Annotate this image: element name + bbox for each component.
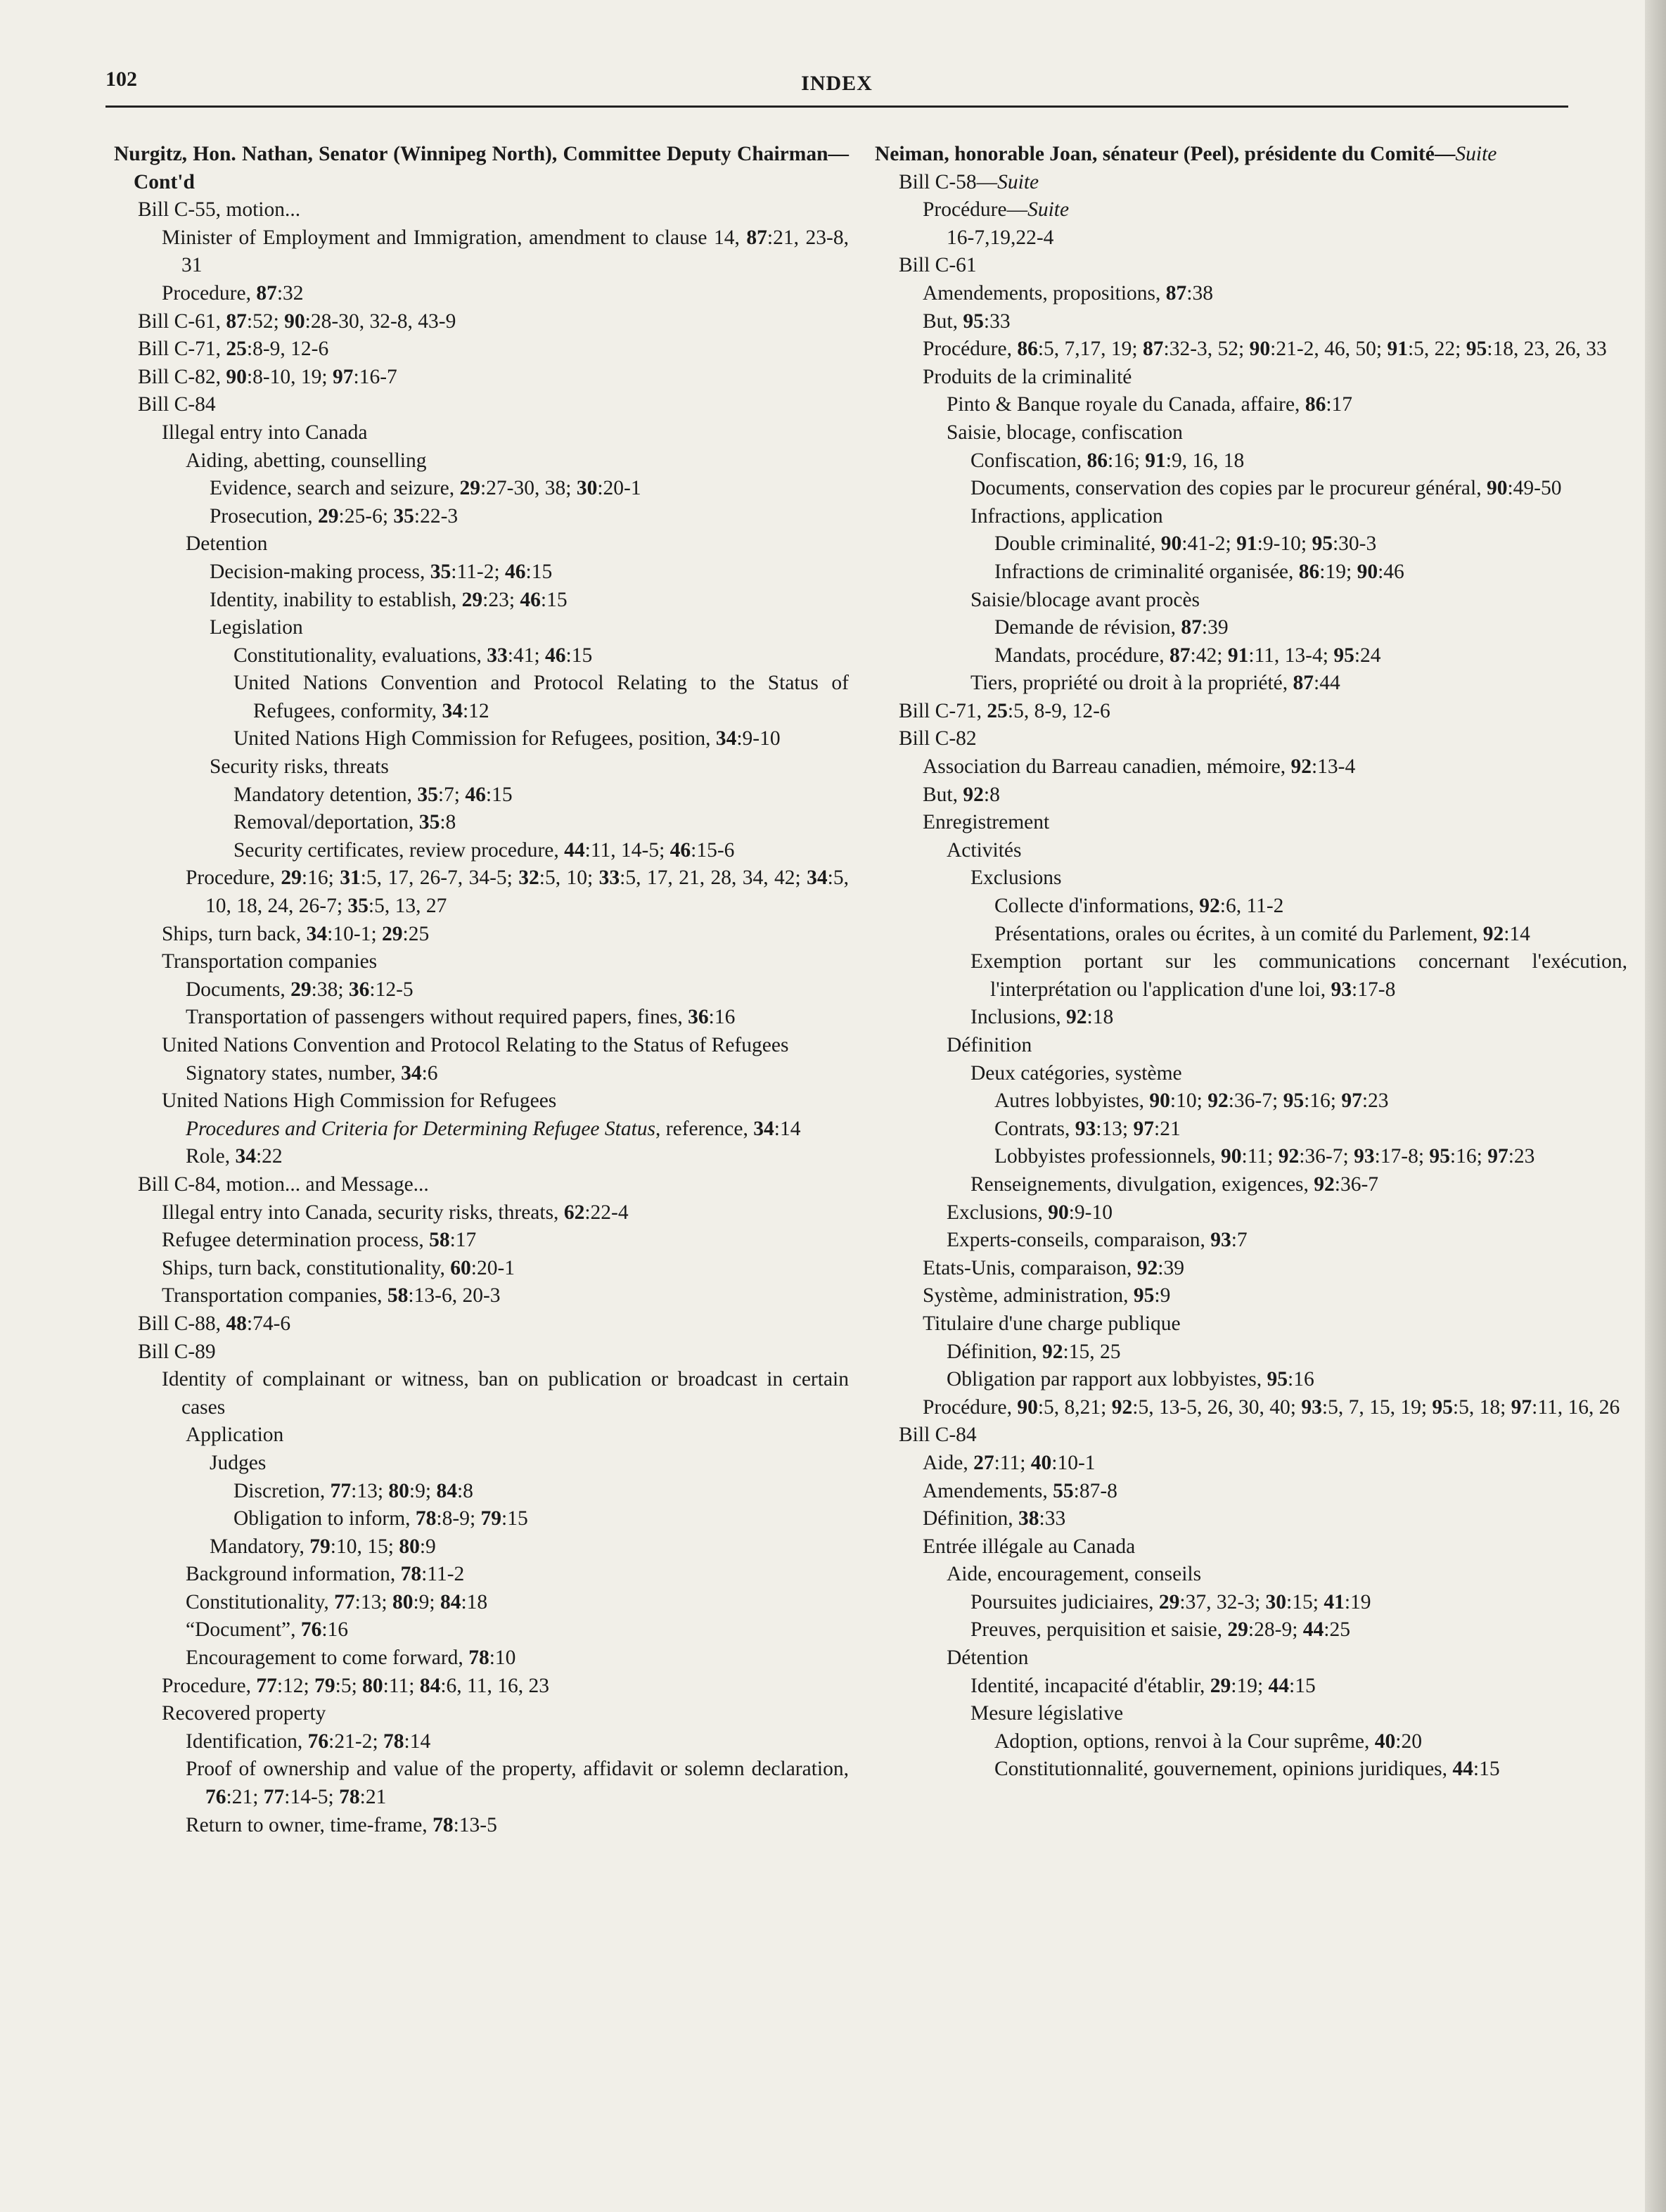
index-entry: Pinto & Banque royale du Canada, affaire, 86:17 (947, 393, 1353, 416)
index-entry: Lobbyistes professionnels, 90:11; 92:36-7; 93:17-8; 95:16; 97:23 (994, 1145, 1535, 1168)
index-entry: Mandats, procédure, 87:42; 91:11, 13-4; 95:24 (994, 644, 1381, 667)
index-entry: Exclusions, 90:9-10 (947, 1201, 1113, 1224)
index-entry: Obligation to inform, 78:8-9; 79:15 (233, 1507, 528, 1530)
index-entry: Transportation of passengers without required papers, fines, 36:16 (186, 1006, 736, 1029)
index-entry: United Nations Convention and Protocol Relating to the Status of Refugees, conformity, 34:12 (233, 672, 849, 722)
index-entry: Identity, inability to establish, 29:23; 46:15 (210, 588, 568, 611)
index-entry: Bill C-84 (138, 393, 216, 416)
continued-label: Suite (1455, 143, 1497, 165)
index-entry: Exemption portant sur les communications concernant l'exécution, l'interprétation ou l'application d'une loi, 93:17-8 (970, 950, 1627, 1001)
index-entry: Activités (947, 838, 1022, 862)
index-heading: Nurgitz, Hon. Nathan, Senator (Winnipeg North), Committee Deputy Chairman—Cont'd (114, 143, 849, 193)
index-entry: Adoption, options, renvoi à la Cour suprême, 40:20 (994, 1730, 1422, 1753)
index-entry: Ships, turn back, 34:10-1; 29:25 (162, 922, 430, 945)
index-entry: Procedures and Criteria for Determining Refugee Status, reference, 34:14 (186, 1117, 801, 1140)
index-entry: Decision-making process, 35:11-2; 46:15 (210, 560, 553, 583)
index-entry: Mandatory, 79:10, 15; 80:9 (210, 1535, 436, 1558)
page-header (105, 68, 1568, 110)
page-number: 102 (105, 68, 137, 91)
index-entry: Return to owner, time-frame, 78:13-5 (186, 1813, 497, 1836)
index-entry: Enregistrement (923, 811, 1050, 834)
index-entry: Détention (947, 1647, 1029, 1670)
index-entry: Transportation companies, 58:13-6, 20-3 (162, 1284, 501, 1308)
index-entry: Identité, incapacité d'établir, 29:19; 44:15 (970, 1674, 1316, 1697)
index-heading: Neiman, honorable Joan, sénateur (Peel), présidente du Comité—Suite (875, 143, 1497, 165)
page-edge-shadow (1645, 0, 1666, 2212)
index-entry: Bill C-84, motion... and Message... (138, 1172, 429, 1196)
index-entry: Procédure, 86:5, 7,17, 19; 87:32-3, 52; 90:21-2, 46, 50; 91:5, 22; 95:18, 23, 26, 33 (923, 338, 1607, 361)
index-column-left (114, 141, 849, 1839)
index-entry: Aide, 27:11; 40:10-1 (923, 1451, 1096, 1474)
index-entry: Discretion, 77:13; 80:9; 84:8 (233, 1479, 473, 1502)
index-entry: Background information, 78:11-2 (186, 1563, 465, 1586)
index-entry: Inclusions, 92:18 (970, 1006, 1114, 1029)
index-entry: United Nations High Commission for Refugees, position, 34:9-10 (233, 727, 781, 750)
index-entry: Application (186, 1424, 284, 1447)
index-entry: Etats-Unis, comparaison, 92:39 (923, 1256, 1184, 1279)
index-entry: Deux catégories, système (970, 1061, 1182, 1085)
running-head: INDEX (801, 72, 873, 95)
index-entry: United Nations Convention and Protocol Relating to the Status of Refugees (162, 1034, 789, 1056)
index-entry: Exclusions (970, 867, 1062, 890)
continued-label: Suite (1027, 198, 1070, 222)
index-entry: Obligation par rapport aux lobbyistes, 95:16 (947, 1368, 1314, 1391)
index-entry: Illegal entry into Canada (162, 421, 368, 444)
index-entry: Prosecution, 29:25-6; 35:22-3 (210, 504, 459, 528)
index-entry: Définition, 92:15, 25 (947, 1340, 1121, 1363)
index-entry: Infractions, application (970, 504, 1163, 528)
index-entry: Poursuites judiciaires, 29:37, 32-3; 30:15; 41:19 (970, 1590, 1371, 1613)
index-entry: Constitutionnalité, gouvernement, opinions juridiques, 44:15 (994, 1758, 1500, 1781)
index-entry: Bill C-58—Suite (899, 170, 1039, 193)
index-entry: Renseignements, divulgation, exigences, 92:36-7 (970, 1172, 1379, 1196)
index-entry: Procédure—Suite (923, 198, 1070, 222)
index-entry: Définition, 38:33 (923, 1507, 1066, 1530)
index-entry: Aide, encouragement, conseils (947, 1563, 1202, 1586)
index-entry: “Document”, 76:16 (186, 1618, 349, 1642)
index-entry: Bill C-71, 25:5, 8-9, 12-6 (899, 699, 1110, 722)
index-entry: Aiding, abetting, counselling (186, 449, 427, 472)
index-entry: But, 92:8 (923, 783, 1000, 806)
index-entry: Bill C-82, 90:8-10, 19; 97:16-7 (138, 365, 397, 388)
index-entry: Bill C-84 (899, 1424, 977, 1447)
index-entry: Minister of Employment and Immigration, amendment to clause 14, 87:21, 23-8, 31 (162, 226, 849, 277)
index-entry: Collecte d'informations, 92:6, 11-2 (994, 895, 1284, 918)
index-entry: Bill C-71, 25:8-9, 12-6 (138, 338, 329, 361)
index-entry: Bill C-55, motion... (138, 198, 301, 222)
index-entry: Legislation (210, 616, 303, 639)
index-entry: Preuves, perquisition et saisie, 29:28-9; 44:25 (970, 1618, 1350, 1642)
index-entry: Procedure, 77:12; 79:5; 80:11; 84:6, 11, 16, 23 (162, 1674, 549, 1697)
index-entry: 16-7,19,22-4 (947, 226, 1054, 249)
index-entry: Judges (210, 1451, 267, 1474)
index-entry: Security risks, threats (210, 755, 389, 779)
index-entry: Ships, turn back, constitutionality, 60:20-1 (162, 1256, 515, 1279)
index-entry: Contrats, 93:13; 97:21 (994, 1117, 1181, 1140)
index-entry: Titulaire d'une charge publique (923, 1312, 1181, 1335)
index-entry: Mesure législative (970, 1702, 1124, 1725)
header-rule (105, 106, 1568, 108)
index-entry: United Nations High Commission for Refugees (162, 1089, 557, 1113)
index-entry: Procedure, 87:32 (162, 281, 304, 305)
index-entry: Proof of ownership and value of the property, affidavit or solemn declaration, 76:21; 77:14-5; 78:21 (186, 1758, 849, 1809)
index-entry: Confiscation, 86:16; 91:9, 16, 18 (970, 449, 1245, 472)
index-entry: Signatory states, number, 34:6 (186, 1061, 438, 1085)
index-entry: Refugee determination process, 58:17 (162, 1229, 477, 1252)
index-column-right (875, 141, 1627, 1784)
index-entry: Detention (186, 532, 268, 556)
index-entry: Role, 34:22 (186, 1145, 283, 1168)
index-entry: Autres lobbyistes, 90:10; 92:36-7; 95:16; 97:23 (994, 1089, 1389, 1113)
index-entry: Amendements, 55:87-8 (923, 1479, 1117, 1502)
index-entry: Evidence, search and seizure, 29:27-30, 38; 30:20-1 (210, 477, 641, 500)
index-entry: Security certificates, review procedure, 44:11, 14-5; 46:15-6 (233, 838, 735, 862)
index-entry: Système, administration, 95:9 (923, 1284, 1171, 1308)
index-entry: Bill C-61 (899, 254, 977, 277)
index-entry: Constitutionality, evaluations, 33:41; 46:15 (233, 644, 593, 667)
index-entry: Encouragement to come forward, 78:10 (186, 1647, 516, 1670)
index-entry: Produits de la criminalité (923, 365, 1132, 388)
index-entry: Procedure, 29:16; 31:5, 17, 26-7, 34-5; 32:5, 10; 33:5, 17, 21, 28, 34, 42; 34:5, 10, 18, 24, 26-7; 35:5, 13, 27 (186, 867, 849, 918)
continued-label: Suite (997, 170, 1039, 193)
index-entry: Transportation companies (162, 950, 378, 973)
index-entry: Double criminalité, 90:41-2; 91:9-10; 95:30-3 (994, 532, 1377, 556)
index-entry: Demande de révision, 87:39 (994, 616, 1229, 639)
index-entry: Infractions de criminalité organisée, 86:19; 90:46 (994, 560, 1404, 583)
index-entry: Experts-conseils, comparaison, 93:7 (947, 1229, 1248, 1252)
index-entry: Définition (947, 1034, 1032, 1056)
index-entry: Procédure, 90:5, 8,21; 92:5, 13-5, 26, 30, 40; 93:5, 7, 15, 19; 95:5, 18; 97:11, 16, 26 (923, 1395, 1620, 1419)
index-entry: Documents, 29:38; 36:12-5 (186, 978, 414, 1001)
index-entry: Removal/deportation, 35:8 (233, 811, 456, 834)
index-entry: Identification, 76:21-2; 78:14 (186, 1730, 431, 1753)
index-entry: Bill C-82 (899, 727, 977, 750)
index-entry: Recovered property (162, 1702, 326, 1725)
index-entry: Bill C-61, 87:52; 90:28-30, 32-8, 43-9 (138, 309, 456, 333)
index-entry: Amendements, propositions, 87:38 (923, 281, 1213, 305)
index-entry: Illegal entry into Canada, security risks, threats, 62:22-4 (162, 1201, 629, 1224)
index-entry: Documents, conservation des copies par le procureur général, 90:49-50 (970, 477, 1562, 500)
index-entry: Mandatory detention, 35:7; 46:15 (233, 783, 513, 806)
index-entry: Saisie, blocage, confiscation (947, 421, 1183, 444)
index-entry: Constitutionality, 77:13; 80:9; 84:18 (186, 1590, 488, 1613)
index-entry: Présentations, orales ou écrites, à un comité du Parlement, 92:14 (994, 922, 1530, 945)
index-entry: Identity of complainant or witness, ban on publication or broadcast in certain cases (162, 1368, 849, 1419)
index-entry: Bill C-89 (138, 1340, 216, 1363)
index-entry: Entrée illégale au Canada (923, 1535, 1136, 1558)
index-entry: Bill C-88, 48:74-6 (138, 1312, 291, 1335)
index-entry: But, 95:33 (923, 309, 1011, 333)
index-entry: Tiers, propriété ou droit à la propriété, 87:44 (970, 672, 1340, 695)
index-entry: Saisie/blocage avant procès (970, 588, 1200, 611)
index-entry: Association du Barreau canadien, mémoire, 92:13-4 (923, 755, 1356, 779)
